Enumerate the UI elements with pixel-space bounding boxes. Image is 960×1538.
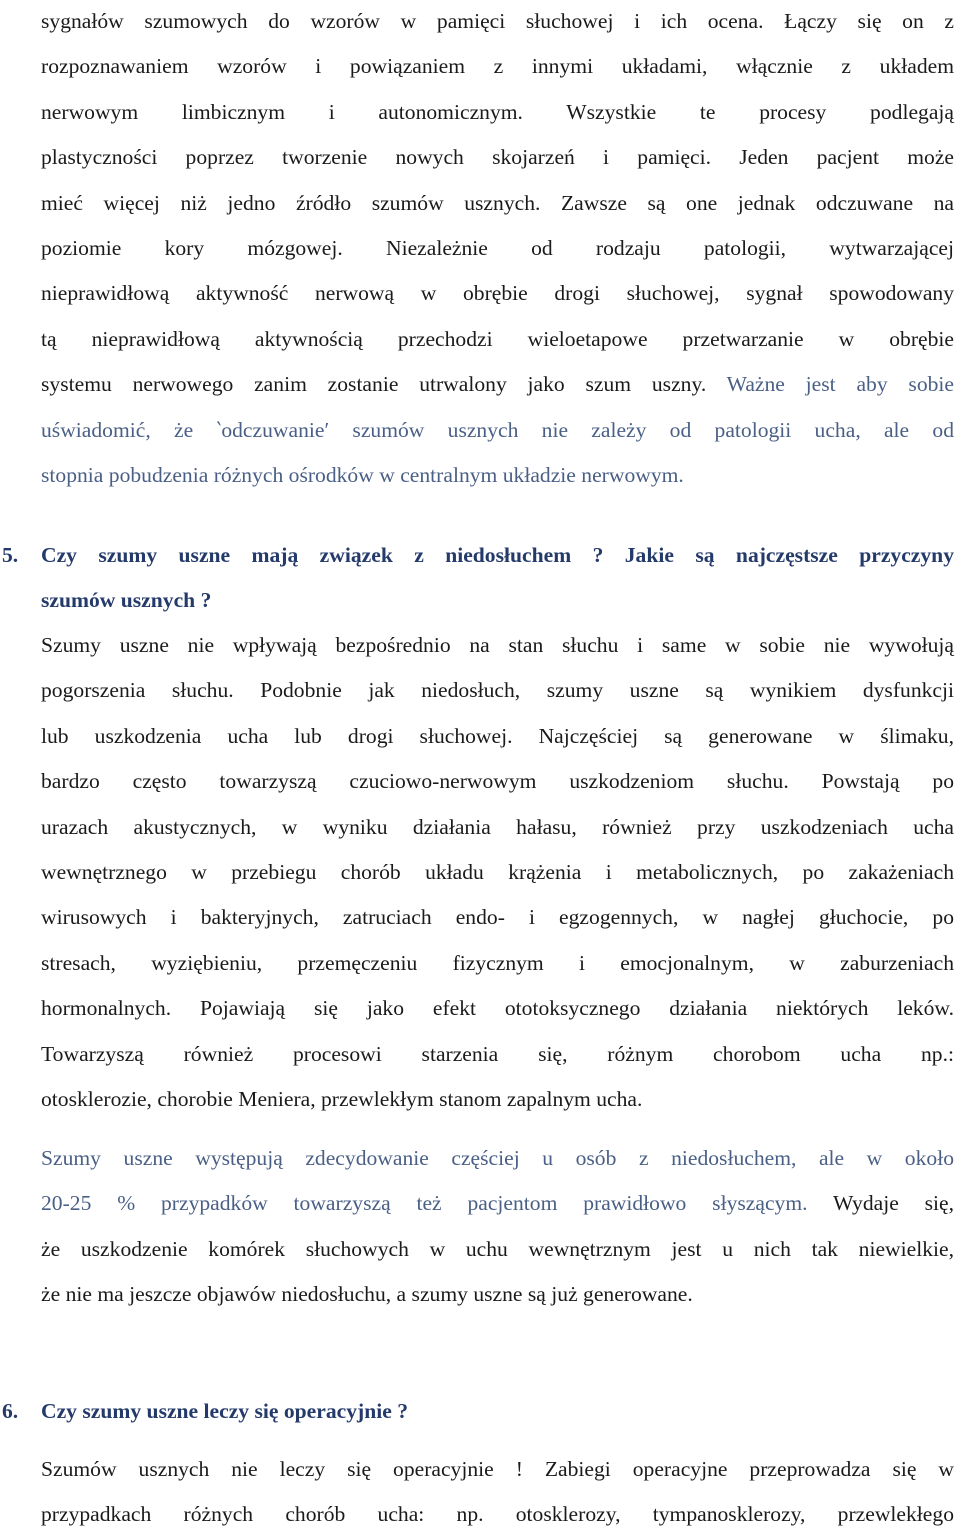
paragraph-causes [0,623,960,1122]
body-text: bardzo często towarzyszą czuciowo-nerwowym uszkodzeniom słuchu. Powstają po [41,769,954,794]
body-text: stresach, wyziębieniu, przemęczeniu fizycznym i emocjonalnym, w zaburzeniach [41,950,954,975]
body-text: Szumów usznych nie leczy się operacyjnie ! Zabiegi operacyjne przeprowadza się w [41,1457,954,1481]
text-line [0,1447,960,1492]
body-text: że uszkodzenie komórek słuchowych w uchu wewnętrznym jest u nich tak niewielkie, [41,1236,954,1261]
section-5-number: 5. [2,543,19,567]
body-text: Towarzyszą również procesowi starzenia się, różnym chorobom ucha np.: [41,1041,954,1066]
body-text: nieprawidłową aktywność nerwową w obrębie drogi słuchowej, sygnał spowodowany [41,281,954,306]
body-text: urazach akustycznych, w wyniku działania hałasu, również przy uszkodzeniach ucha [41,814,954,839]
text-line [0,805,960,850]
text-line [0,90,960,135]
text-line [0,1077,960,1122]
text-line [0,408,960,453]
paragraph-surgery [0,1447,960,1538]
body-text: lub uszkodzenia ucha lub drogi słuchowej. Najczęściej są generowane w ślimaku, [41,723,954,748]
emphasis-text: Szumy uszne występują zdecydowanie częściej u osób z niedosłuchem, ale w około [41,1146,954,1170]
body-text: poziomie kory mózgowej. Niezależnie od rodzaju patologii, wytwarzającej [41,235,954,260]
body-text: mieć więcej niż jedno źródło szumów usznych. Zawsze są one jednak odczuwane na [41,190,954,215]
body-text: rozpoznawaniem wzorów i powiązaniem z innymi układami, włącznie z układem [41,54,954,79]
text-line [0,1136,960,1181]
emphasis-text: 20-25 % przypadków towarzyszą też pacjentom prawidłowo słyszącym. [41,1191,808,1216]
body-text: systemu nerwowego zanim zostanie utrwalony jako szum uszny. [41,372,727,397]
text-line [0,714,960,759]
emphasis-text: uświadomić, że ‵odczuwanie′ szumów usznych nie zależy od patologii ucha, ale od [41,417,954,442]
body-text: Wydaje się, [807,1191,954,1216]
paragraph-tinnitus-processing [0,0,960,498]
text-line [0,1227,960,1272]
body-text: wirusowych i bakteryjnych, zatruciach endo- i egzogennych, w nagłej głuchocie, po [41,905,954,930]
body-text: tą nieprawidłową aktywnością przechodzi wieloetapowe przetwarzanie w obrębie [41,326,954,351]
body-text: plastyczności poprzez tworzenie nowych skojarzeń i pamięci. Jeden pacjent może [41,145,954,170]
body-text: pogorszenia słuchu. Podobnie jak niedosłuch, szumy uszne są wynikiem dysfunkcji [41,678,954,703]
section-5-heading [0,533,960,624]
body-text: że nie ma jeszcze objawów niedosłuchu, a szumy uszne są już generowane. [41,1282,693,1307]
text-line [0,226,960,271]
section-5-title-line-1: Czy szumy uszne mają związek z niedosłuchem ? Jakie są najczęstsze przyczyny [41,543,954,567]
body-text: nerwowym limbicznym i autonomicznym. Wszystkie te procesy podlegają [41,99,954,124]
section-6-number: 6. [2,1399,19,1423]
text-line [0,986,960,1031]
text-line [0,941,960,986]
text-line [0,181,960,226]
text-line [0,895,960,940]
text-line [0,759,960,804]
paragraph-prevalence [0,1136,960,1318]
text-line [0,317,960,362]
body-text: hormonalnych. Pojawiają się jako efekt ototoksycznego działania niektórych leków. [41,996,954,1021]
body-text: Szumy uszne nie wpływają bezpośrednio na stan słuchu i same w sobie nie wywołują [41,633,954,657]
section-5-title-line-2: szumów usznych ? [41,588,212,613]
text-line [0,1181,960,1226]
emphasis-text: Ważne jest aby sobie [726,372,954,397]
text-line [0,44,960,89]
text-line [0,271,960,316]
text-line [0,135,960,180]
text-line [0,453,960,498]
body-text: wewnętrznego w przebiegu chorób układu krążenia i metabolicznych, po zakażeniach [41,859,954,884]
section-6-heading [0,1389,960,1434]
body-text: przypadkach różnych chorób ucha: np. otosklerozy, tympanosklerozy, przewlekłego [41,1502,954,1527]
text-line [0,668,960,713]
text-line [0,362,960,407]
body-text: otosklerozie, chorobie Meniera, przewlekłym stanom zapalnym ucha. [41,1086,643,1111]
text-line [0,623,960,668]
body-text: sygnałów szumowych do wzorów w pamięci słuchowej i ich ocena. Łączy się on z [41,9,954,33]
emphasis-text: stopnia pobudzenia różnych ośrodków w centralnym układzie nerwowym. [41,462,684,487]
text-line [0,1032,960,1077]
text-line [0,850,960,895]
text-line [0,0,960,44]
section-6-title: Czy szumy uszne leczy się operacyjnie ? [41,1399,409,1423]
text-line [0,1272,960,1317]
